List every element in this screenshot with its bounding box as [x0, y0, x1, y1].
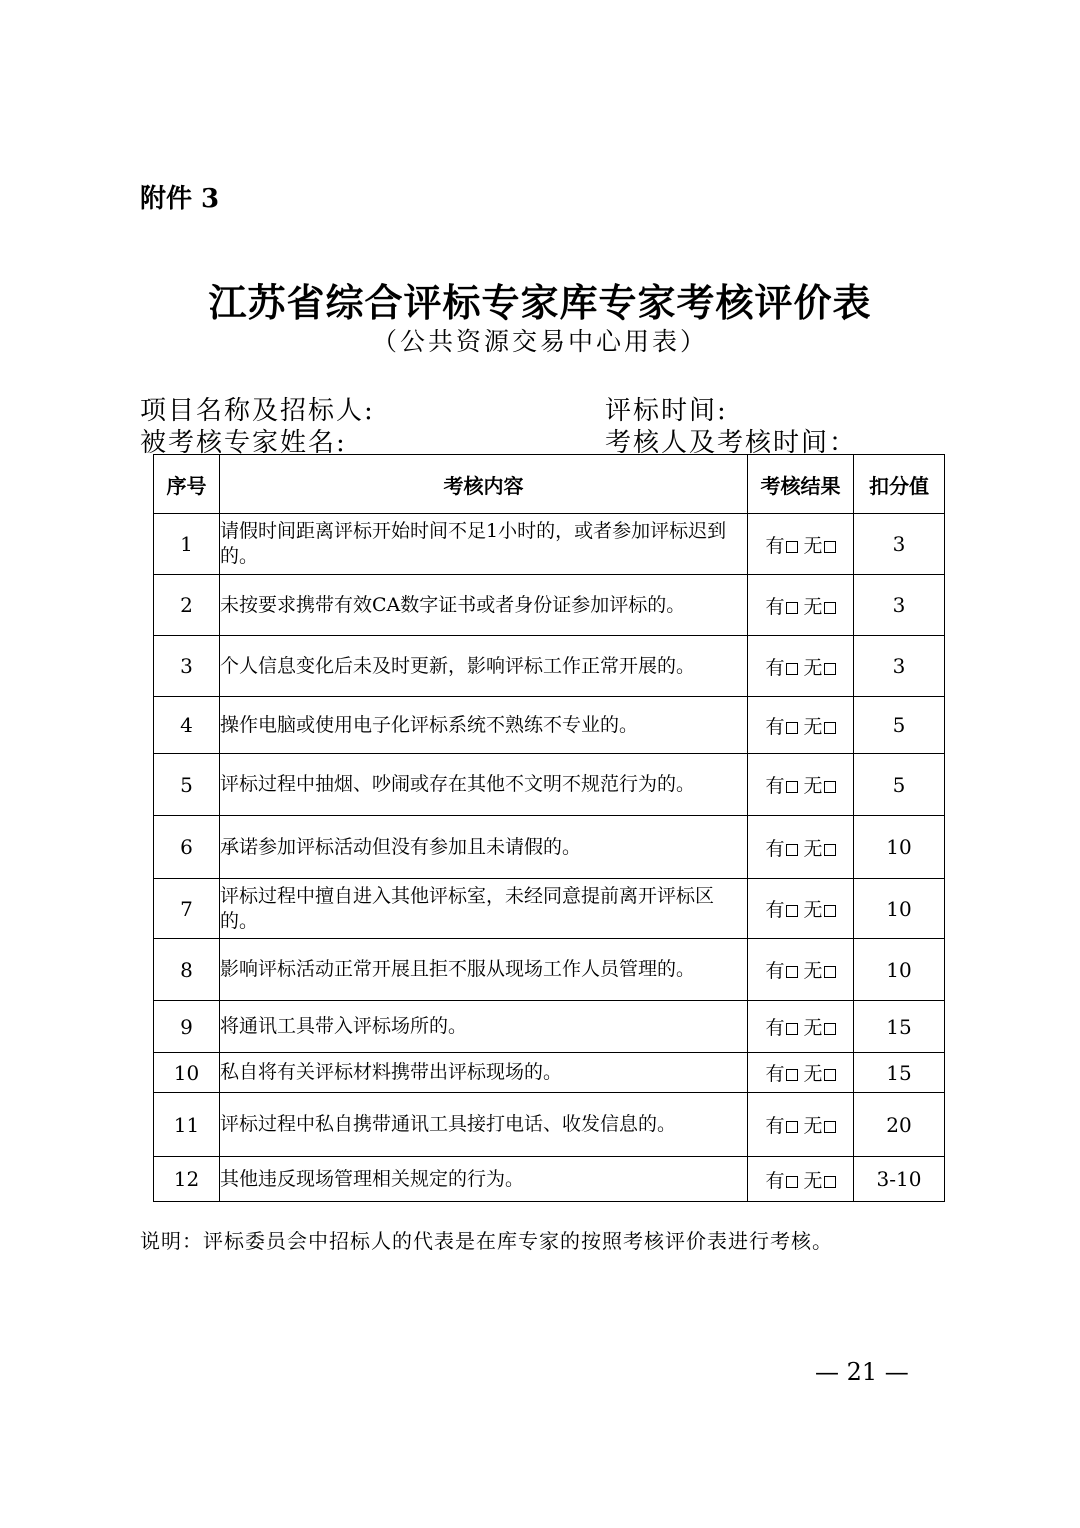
option-yes-label: 有	[765, 899, 785, 921]
row-deduction: 3	[854, 575, 945, 636]
table-row	[154, 575, 945, 636]
option-yes[interactable]	[765, 775, 797, 797]
option-yes-label: 有	[765, 595, 785, 618]
row-content: 评标过程中私自携带通讯工具接打电话、收发信息的。	[220, 1093, 748, 1157]
row-content: 私自将有关评标材料携带出评标现场的。	[220, 1053, 748, 1093]
checkbox-yes[interactable]	[786, 1069, 798, 1081]
option-no[interactable]	[804, 899, 836, 921]
table-row	[154, 1001, 945, 1053]
row-content: 未按要求携带有效CA数字证书或者身份证参加评标的。	[220, 575, 748, 636]
header-content: 考核内容	[220, 455, 748, 514]
option-yes-label: 有	[765, 715, 785, 738]
row-deduction: 5	[854, 754, 945, 816]
table-header-row	[154, 455, 945, 514]
table-row	[154, 1157, 945, 1202]
option-no[interactable]	[804, 1115, 836, 1137]
row-number: 1	[154, 514, 220, 575]
option-no[interactable]	[804, 775, 836, 797]
checkbox-no[interactable]	[824, 781, 836, 793]
row-result	[748, 1157, 854, 1202]
checkbox-no[interactable]	[824, 1023, 836, 1035]
row-deduction: 20	[854, 1093, 945, 1157]
checkbox-no[interactable]	[824, 966, 836, 978]
row-content: 操作电脑或使用电子化评标系统不熟练不专业的。	[220, 697, 748, 754]
checkbox-yes[interactable]	[786, 781, 798, 793]
option-no-label: 无	[803, 1063, 823, 1085]
row-number: 2	[154, 575, 220, 636]
option-no-label: 无	[803, 595, 823, 618]
row-content: 评标过程中抽烟、吵闹或存在其他不文明不规范行为的。	[220, 754, 748, 816]
option-yes[interactable]	[765, 960, 797, 982]
option-no[interactable]	[804, 1017, 836, 1039]
row-content: 承诺参加评标活动但没有参加且未请假的。	[220, 816, 748, 879]
checkbox-no[interactable]	[824, 905, 836, 917]
form-subtitle: （公共资源交易中心用表）	[371, 327, 708, 356]
row-content: 请假时间距离评标开始时间不足1小时的，或者参加评标迟到的。	[220, 514, 748, 575]
expert-name-label: 被考核专家姓名:	[140, 428, 347, 458]
option-yes-label: 有	[765, 960, 785, 982]
row-result	[748, 1053, 854, 1093]
project-name-label: 项目名称及招标人:	[140, 396, 375, 426]
header-number: 序号	[154, 455, 220, 514]
table-row	[154, 1093, 945, 1157]
option-yes-label: 有	[765, 837, 785, 860]
checkbox-no[interactable]	[824, 602, 836, 614]
row-number: 3	[154, 636, 220, 697]
option-no[interactable]	[804, 1170, 836, 1192]
row-deduction: 5	[854, 697, 945, 754]
table-row	[154, 754, 945, 816]
option-yes[interactable]	[765, 657, 797, 679]
option-no[interactable]	[804, 596, 836, 618]
row-result	[748, 816, 854, 879]
row-content: 个人信息变化后未及时更新，影响评标工作正常开展的。	[220, 636, 748, 697]
option-no-label: 无	[803, 1169, 823, 1192]
row-deduction: 15	[854, 1053, 945, 1093]
checkbox-yes[interactable]	[786, 722, 798, 734]
row-deduction: 10	[854, 816, 945, 879]
row-result	[748, 939, 854, 1001]
option-no-label: 无	[803, 1115, 823, 1137]
checkbox-yes[interactable]	[786, 602, 798, 614]
table-row	[154, 697, 945, 754]
row-number: 7	[154, 879, 220, 939]
row-result	[748, 636, 854, 697]
row-content: 影响评标活动正常开展且拒不服从现场工作人员管理的。	[220, 939, 748, 1001]
row-result	[748, 514, 854, 575]
header-deduction: 扣分值	[854, 455, 945, 514]
option-yes[interactable]	[765, 1170, 797, 1192]
option-no-label: 无	[803, 534, 823, 557]
option-yes-label: 有	[765, 656, 785, 679]
checkbox-yes[interactable]	[786, 1121, 798, 1133]
option-yes[interactable]	[765, 838, 797, 860]
option-yes[interactable]	[765, 535, 797, 557]
row-number: 10	[154, 1053, 220, 1093]
checkbox-no[interactable]	[824, 541, 836, 553]
option-no[interactable]	[804, 960, 836, 982]
table-row	[154, 879, 945, 939]
assessment-table	[153, 454, 945, 1202]
option-yes[interactable]	[765, 596, 797, 618]
checkbox-no[interactable]	[824, 844, 836, 856]
option-no-label: 无	[803, 656, 823, 679]
option-yes[interactable]	[765, 1017, 797, 1039]
checkbox-yes[interactable]	[786, 541, 798, 553]
row-number: 12	[154, 1157, 220, 1202]
checkbox-yes[interactable]	[786, 1023, 798, 1035]
row-result	[748, 879, 854, 939]
option-yes-label: 有	[765, 775, 785, 797]
row-content: 将通讯工具带入评标场所的。	[220, 1001, 748, 1053]
row-result	[748, 1001, 854, 1053]
checkbox-yes[interactable]	[786, 844, 798, 856]
table-row	[154, 636, 945, 697]
option-yes-label: 有	[765, 534, 785, 557]
option-no-label: 无	[803, 960, 823, 982]
header-result: 考核结果	[748, 455, 854, 514]
row-deduction: 10	[854, 939, 945, 1001]
assessor-time-label: 考核人及考核时间：	[605, 428, 858, 458]
checkbox-yes[interactable]	[786, 663, 798, 675]
option-yes[interactable]	[765, 1115, 797, 1137]
option-no-label: 无	[803, 837, 823, 860]
option-no[interactable]	[804, 716, 836, 738]
row-number: 8	[154, 939, 220, 1001]
option-yes-label: 有	[765, 1115, 785, 1137]
table-row	[154, 816, 945, 879]
table-row	[154, 939, 945, 1001]
attachment-label: 附件 3	[140, 184, 220, 214]
row-deduction: 3	[854, 514, 945, 575]
row-result	[748, 1093, 854, 1157]
row-number: 4	[154, 697, 220, 754]
row-content: 评标过程中擅自进入其他评标室，未经同意提前离开评标区的。	[220, 879, 748, 939]
option-no[interactable]	[804, 657, 836, 679]
form-title: 江苏省综合评标专家库专家考核评价表	[208, 280, 872, 325]
option-yes[interactable]	[765, 899, 797, 921]
row-content: 其他违反现场管理相关规定的行为。	[220, 1157, 748, 1202]
checkbox-no[interactable]	[824, 1069, 836, 1081]
bid-time-label: 评标时间:	[605, 396, 728, 426]
row-result	[748, 754, 854, 816]
row-deduction: 3	[854, 636, 945, 697]
checkbox-no[interactable]	[824, 1176, 836, 1188]
footnote: 说明：评标委员会中招标人的代表是在库专家的按照考核评价表进行考核。	[140, 1229, 833, 1253]
table-row	[154, 1053, 945, 1093]
checkbox-yes[interactable]	[786, 905, 798, 917]
row-deduction: 10	[854, 879, 945, 939]
row-result	[748, 575, 854, 636]
option-no[interactable]	[804, 838, 836, 860]
row-result	[748, 697, 854, 754]
option-no-label: 无	[803, 775, 823, 797]
row-number: 5	[154, 754, 220, 816]
option-no-label: 无	[803, 899, 823, 921]
option-no[interactable]	[804, 1063, 836, 1085]
row-number: 11	[154, 1093, 220, 1157]
option-no-label: 无	[803, 1017, 823, 1039]
option-yes[interactable]	[765, 1063, 797, 1085]
page-number: — 21 —	[815, 1358, 909, 1386]
row-deduction: 3-10	[854, 1157, 945, 1202]
table-row	[154, 514, 945, 575]
checkbox-no[interactable]	[824, 722, 836, 734]
checkbox-yes[interactable]	[786, 966, 798, 978]
option-yes-label: 有	[765, 1017, 785, 1039]
checkbox-yes[interactable]	[786, 1176, 798, 1188]
row-number: 6	[154, 816, 220, 879]
checkbox-no[interactable]	[824, 663, 836, 675]
option-no[interactable]	[804, 535, 836, 557]
option-yes-label: 有	[765, 1063, 785, 1085]
option-yes[interactable]	[765, 716, 797, 738]
row-number: 9	[154, 1001, 220, 1053]
option-yes-label: 有	[765, 1169, 785, 1192]
row-deduction: 15	[854, 1001, 945, 1053]
option-no-label: 无	[803, 715, 823, 738]
checkbox-no[interactable]	[824, 1121, 836, 1133]
